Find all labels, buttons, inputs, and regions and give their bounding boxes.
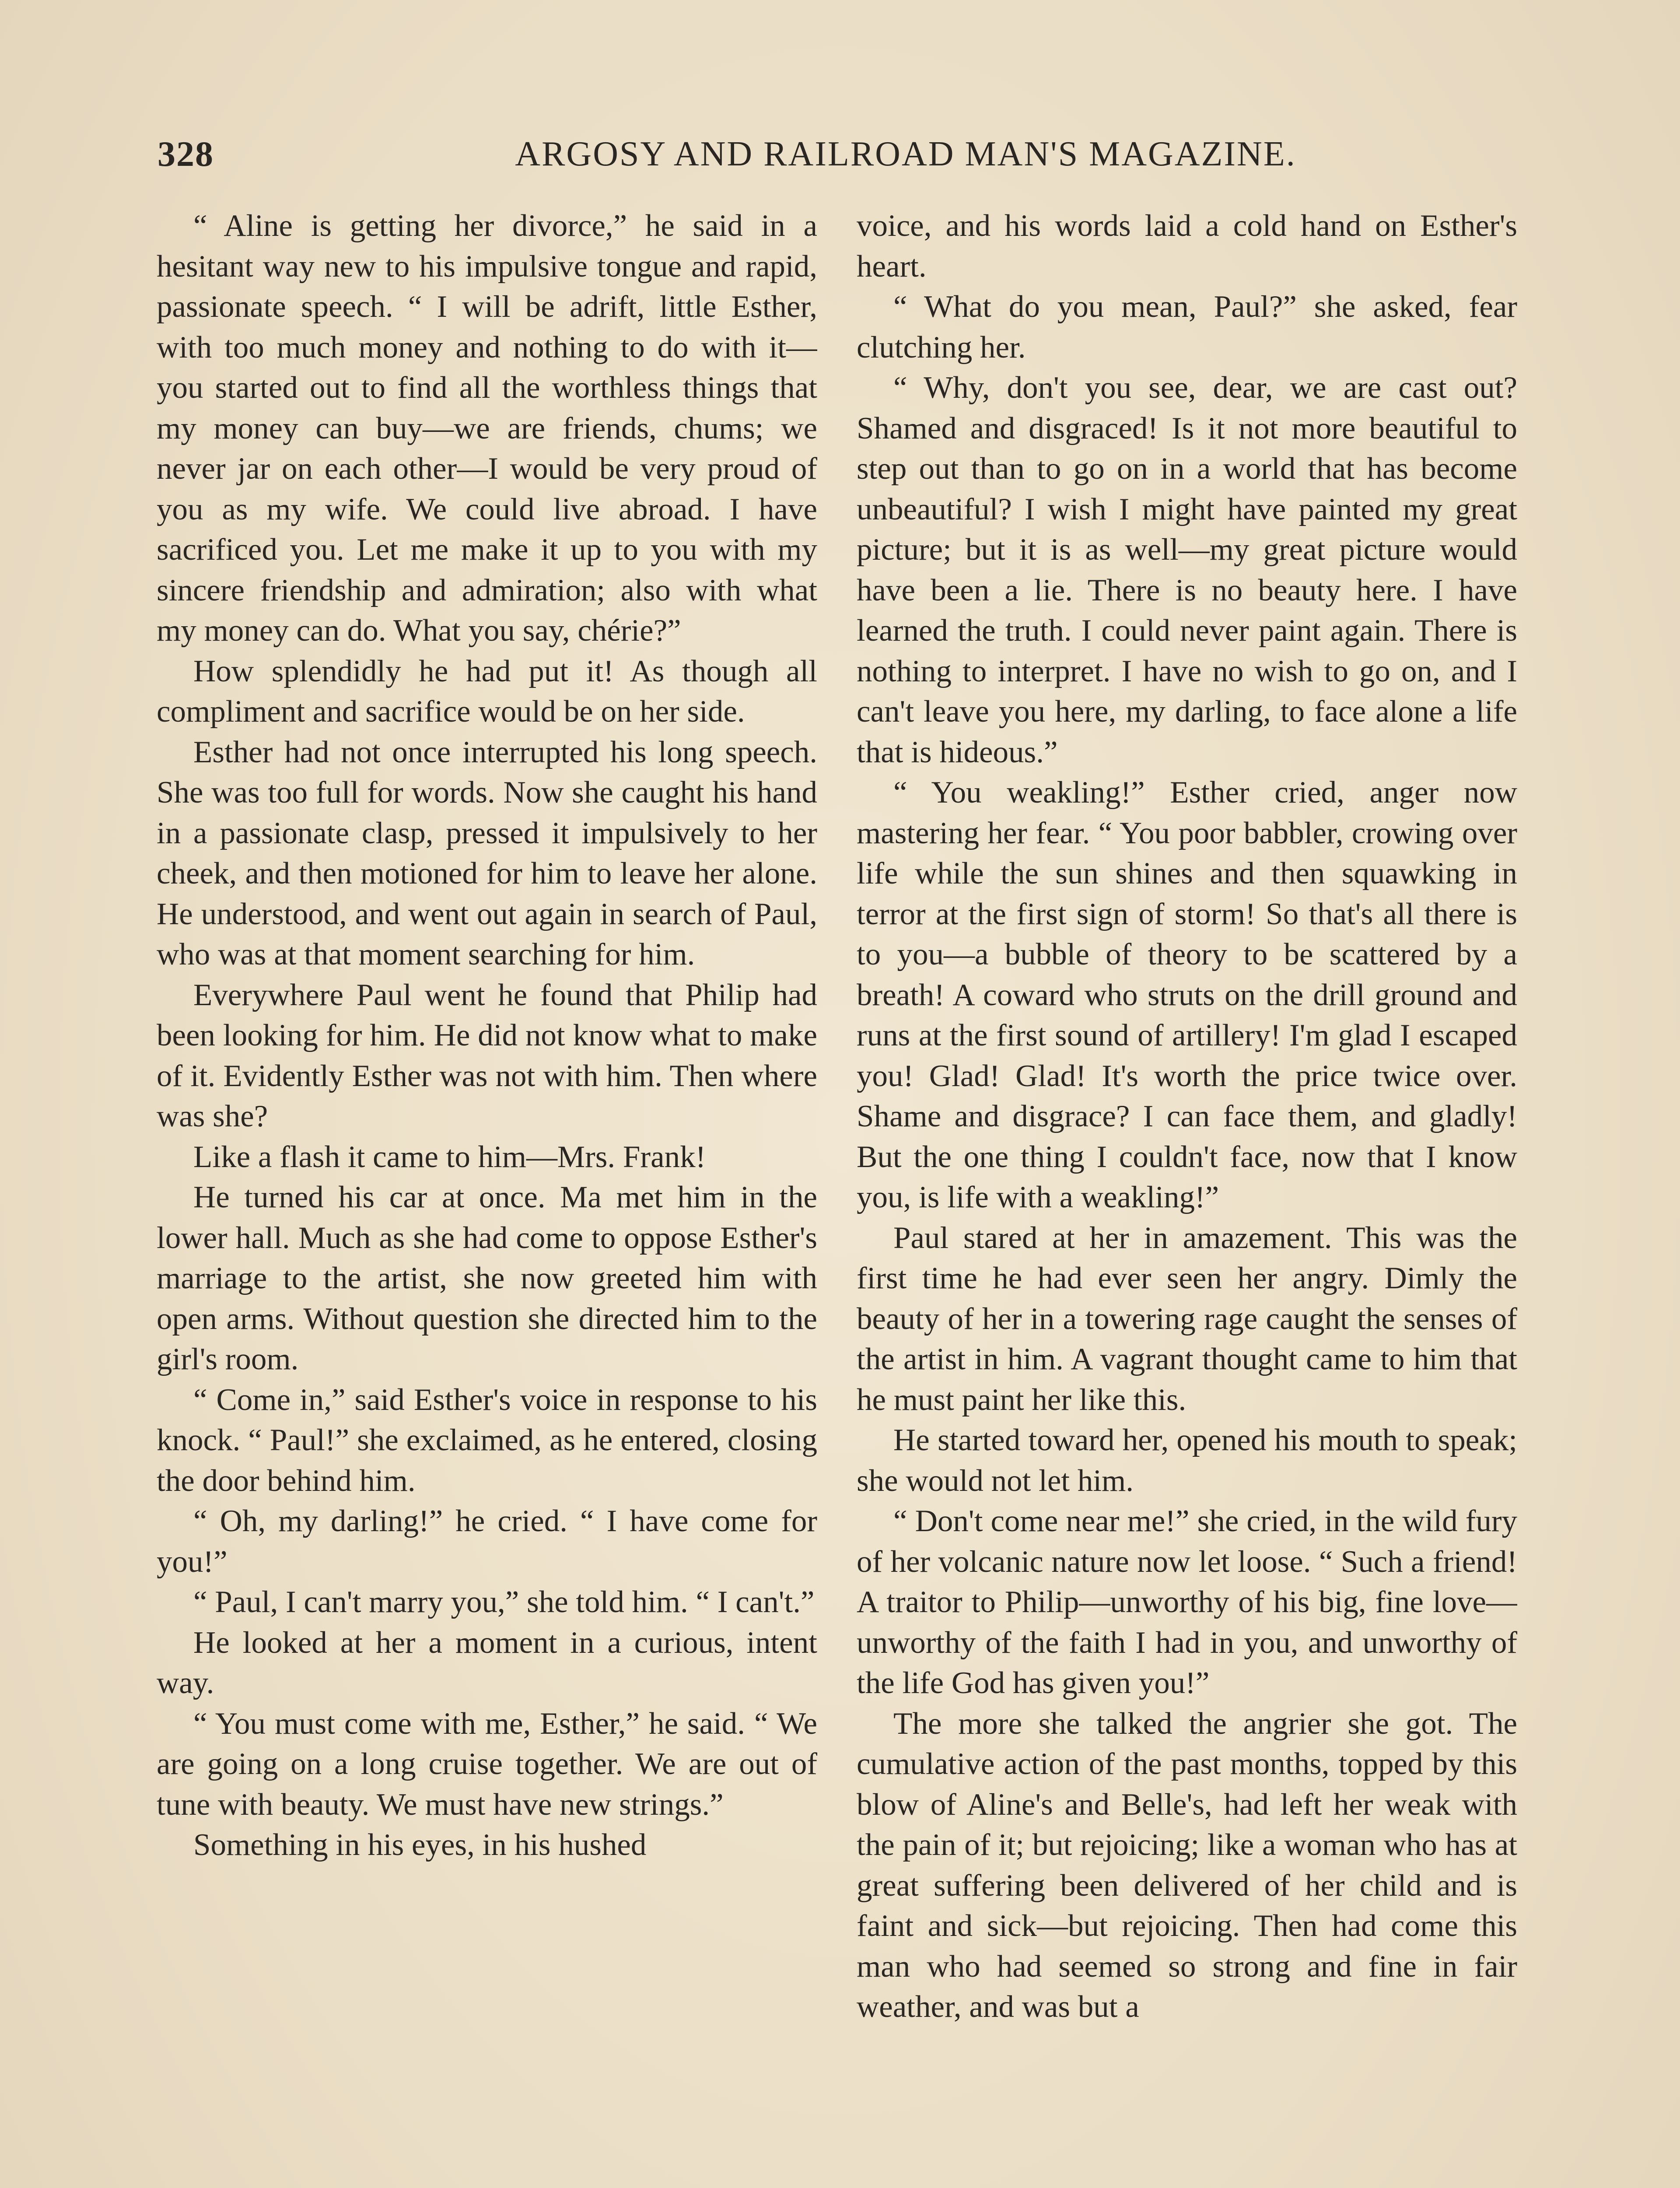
paragraph: Like a flash it came to him—Mrs. Frank! bbox=[193, 1140, 706, 1174]
paragraph: Everywhere Paul went he found that Philip had been looking for him. He did not know what to make of it. Evidently Esther was not with him. Then where was she? bbox=[157, 978, 817, 1133]
paragraph: “ You must come with me, Esther,” he said. “ We are going on a long cruise together. We are out of tune with beauty. We must have new strings.” bbox=[157, 1706, 817, 1822]
page-header bbox=[140, 123, 1518, 185]
right-column bbox=[857, 206, 1517, 2188]
paragraph: “ What do you mean, Paul?” she asked, fear clutching her. bbox=[857, 290, 1517, 365]
paragraph: “ Oh, my darling!” he cried. “ I have come for you!” bbox=[157, 1504, 817, 1579]
paragraph: Paul stared at her in amazement. This was the first time he had ever seen her angry. Dimly the beauty of her in a towering rage caught the senses of the artist in him. A vagrant thought came to him that he must paint her like this. bbox=[857, 1220, 1517, 1417]
page-number: 328 bbox=[158, 134, 214, 174]
paragraph: “ Aline is getting her divorce,” he said in a hesitant way new to his impulsive tongue and rapid, passionate speech. “ I will be adrift, little Esther, with too much money and nothing to do with it—you started out to find all the worthless things that my money can buy—we are friends, chums; we never jar on each other—I would be very proud of you as my wife. We could live abroad. I have sacrificed you. Let me make it up to you with my sincere friendship and admiration; also with what my money can do. What you say, chérie?” bbox=[157, 209, 817, 648]
paragraph: “ Come in,” said Esther's voice in response to his knock. “ Paul!” she exclaimed, as he entered, closing the door behind him. bbox=[157, 1382, 817, 1498]
paragraph: “ You weakling!” Esther cried, anger now mastering her fear. “ You poor babbler, crowing over life while the sun shines and then squawking in terror at the first sign of storm! So that's all there is to you—a bubble of theory to be scattered by a breath! A coward who struts on the drill ground and runs at the first sound of artillery! I'm glad I escaped you! Glad! Glad! It's worth the price twice over. Shame and disgrace? I can face them, and gladly! But the one thing I couldn't face, now that I know you, is life with a weakling!” bbox=[857, 775, 1517, 1214]
paragraph: “ Paul, I can't marry you,” she told him. “ I can't.” bbox=[193, 1585, 815, 1619]
paragraph: “ Why, don't you see, dear, we are cast out? Shamed and disgraced! Is it not more beautiful to step out than to go on in a world that has become unbeautiful? I wish I might have painted my great picture; but it is as well—my great picture would have been a lie. There is no beauty here. I have learned the truth. I could never paint again. There is nothing to interpret. I have no wish to go on, and I can't leave you here, my darling, to face alone a life that is hideous.” bbox=[857, 371, 1517, 769]
paragraph: How splendidly he had put it! As though all compliment and sacrifice would be on her side. bbox=[157, 654, 817, 729]
paragraph: The more she talked the angrier she got. The cumulative action of the past months, topped by this blow of Aline's and Belle's, had left her weak with the pain of it; but rejoicing; like a woman who has at great suffering been delivered of her child and is faint and sick—but rejoicing. Then had come this man who had seemed so strong and fine in fair weather, and was but a bbox=[857, 1706, 1517, 2024]
left-column bbox=[157, 206, 817, 2188]
paragraph: Esther had not once interrupted his long speech. She was too full for words. Now she caught his hand in a passionate clasp, pressed it impulsively to her cheek, and then motioned for him to leave her alone. He understood, and went out again in search of Paul, who was at that moment searching for him. bbox=[157, 735, 817, 971]
paragraph: He looked at her a moment in a curious, intent way. bbox=[157, 1625, 817, 1700]
paragraph: He started toward her, opened his mouth to speak; she would not let him. bbox=[857, 1423, 1517, 1498]
paragraph-continued: voice, and his words laid a cold hand on Esther's heart. bbox=[857, 209, 1517, 284]
paragraph: Something in his eyes, in his hushed bbox=[193, 1828, 647, 1862]
paragraph: “ Don't come near me!” she cried, in the wild fury of her volcanic nature now let loose. “ Such a friend! A traitor to Philip—unworthy of his big, fine love—unworthy of the faith I had in you, and unworthy of the life God has given you!” bbox=[857, 1504, 1517, 1700]
paragraph: He turned his car at once. Ma met him in the lower hall. Much as she had come to oppose Esther's marriage to the artist, she now greeted him with open arms. Without question she directed him to the girl's room. bbox=[157, 1180, 817, 1376]
running-title: ARGOSY AND RAILROAD MAN'S MAGAZINE. bbox=[515, 135, 1296, 173]
